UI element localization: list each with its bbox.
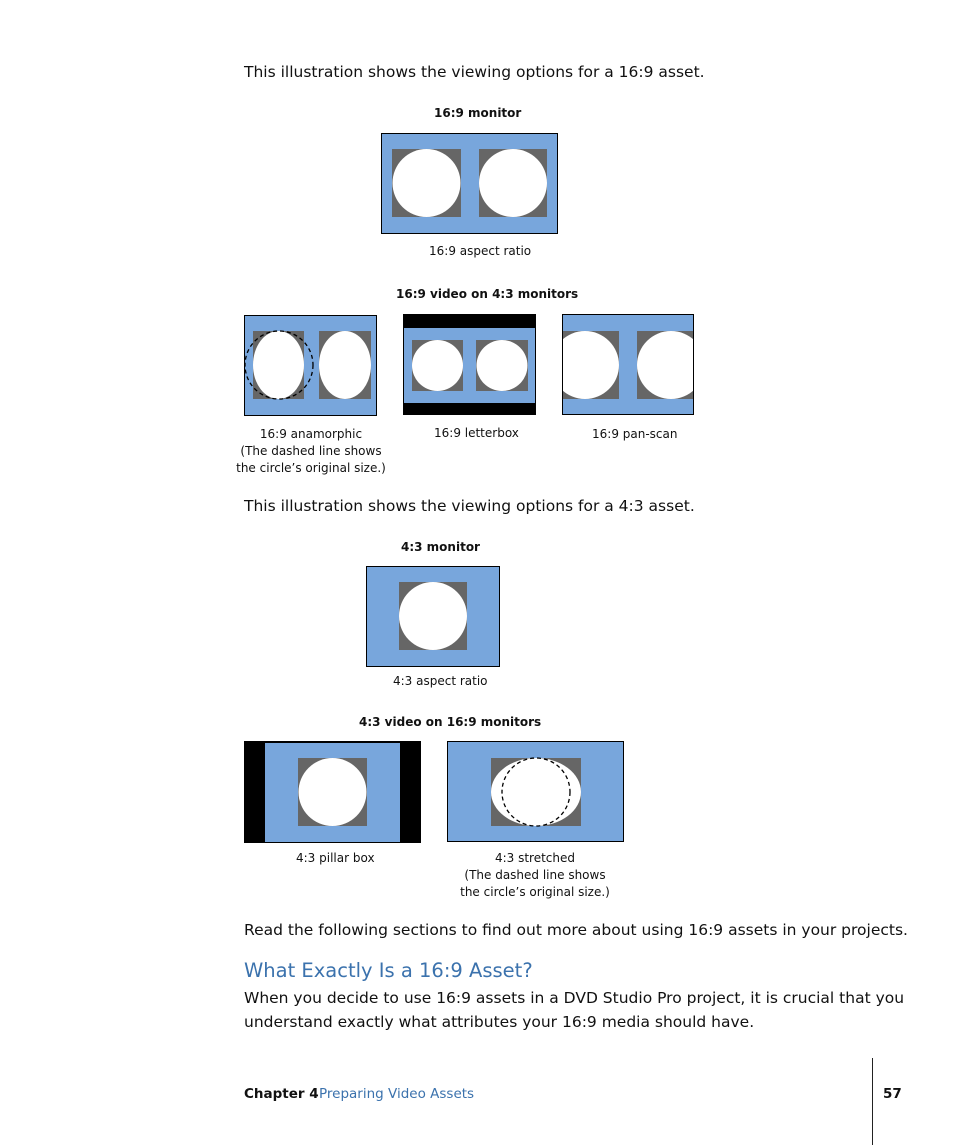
caption-line: (The dashed line shows bbox=[464, 868, 606, 882]
fig-43-monitor-title: 4:3 monitor bbox=[401, 540, 480, 554]
page-number: 57 bbox=[883, 1086, 902, 1102]
fig-43-on-169-title: 4:3 video on 16:9 monitors bbox=[359, 715, 542, 729]
caption-line: 4:3 stretched bbox=[494, 851, 576, 865]
fig-169-monitor-caption: 16:9 aspect ratio bbox=[429, 244, 532, 258]
read-following-text: Read the following sections to find out more about using 16:9 assets in your projects. bbox=[244, 921, 908, 939]
intro-169-text: This illustration shows the viewing options for a 16:9 asset. bbox=[244, 63, 705, 81]
fig-43-monitor-caption: 4:3 aspect ratio bbox=[393, 674, 488, 688]
diagram-43-pillarbox bbox=[244, 741, 421, 843]
diagram-169-letterbox bbox=[403, 314, 536, 415]
footer-chapter: Chapter 4 bbox=[244, 1086, 319, 1102]
caption-line: the circle’s original size.) bbox=[460, 885, 610, 899]
diagram-43-monitor bbox=[367, 567, 500, 667]
caption-panscan: 16:9 pan-scan bbox=[592, 427, 678, 441]
paragraph-line: When you decide to use 16:9 assets in a DVD Studio Pro project, it is crucial that you bbox=[244, 989, 905, 1007]
footer-divider bbox=[872, 1058, 873, 1145]
caption-line: (The dashed line shows bbox=[240, 444, 382, 458]
caption-line: 16:9 anamorphic bbox=[259, 427, 363, 441]
section-body bbox=[244, 986, 904, 1034]
footer-chapter-title[interactable]: Preparing Video Assets bbox=[319, 1086, 475, 1102]
diagram-169-anamorphic bbox=[245, 316, 377, 416]
caption-anamorphic bbox=[230, 426, 392, 477]
paragraph-line: understand exactly what attributes your 16:9 media should have. bbox=[244, 1013, 755, 1031]
caption-line: the circle’s original size.) bbox=[236, 461, 386, 475]
diagram-169-monitor bbox=[382, 134, 558, 234]
fig-169-monitor-title: 16:9 monitor bbox=[434, 106, 522, 120]
section-heading: What Exactly Is a 16:9 Asset? bbox=[244, 959, 533, 982]
caption-pillarbox: 4:3 pillar box bbox=[296, 851, 375, 865]
intro-43-text: This illustration shows the viewing options for a 4:3 asset. bbox=[244, 497, 695, 515]
caption-letterbox: 16:9 letterbox bbox=[434, 426, 519, 440]
diagram-169-panscan bbox=[551, 315, 705, 415]
diagram-43-stretched bbox=[448, 742, 624, 842]
caption-stretched bbox=[455, 850, 615, 901]
fig-169-on-43-title: 16:9 video on 4:3 monitors bbox=[396, 287, 579, 301]
